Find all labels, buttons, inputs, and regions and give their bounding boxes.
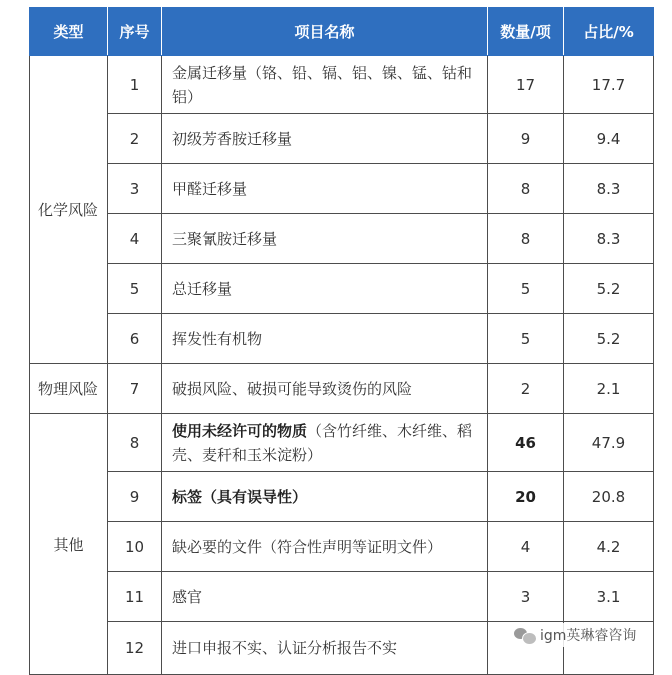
header-type: 类型 xyxy=(30,8,108,56)
row-name-text: 感官 xyxy=(172,587,203,606)
row-qty xyxy=(488,264,564,314)
table-row xyxy=(30,522,654,572)
row-qty-value: 4 xyxy=(520,537,531,556)
row-name xyxy=(162,472,488,522)
row-qty-value: 5 xyxy=(520,279,531,298)
row-pct: 3.1 xyxy=(564,572,654,622)
row-no: 12 xyxy=(108,622,162,675)
row-no: 1 xyxy=(108,56,162,114)
row-name xyxy=(162,264,488,314)
table-row xyxy=(30,472,654,522)
row-name xyxy=(162,164,488,214)
row-no: 11 xyxy=(108,572,162,622)
row-pct: 20.8 xyxy=(564,472,654,522)
header-name: 项目名称 xyxy=(162,8,488,56)
row-name xyxy=(162,572,488,622)
row-qty-value: 8 xyxy=(520,229,531,248)
row-name-text: （含竹纤维、木纤维、稻壳、麦秆和玉米淀粉） xyxy=(172,421,473,464)
row-no: 2 xyxy=(108,114,162,164)
row-name-bold: 标签（具有误导性） xyxy=(172,487,308,506)
row-name-text: 总迁移量 xyxy=(172,279,233,298)
table-row xyxy=(30,314,654,364)
table-row xyxy=(30,572,654,622)
row-pct: 5.2 xyxy=(564,314,654,364)
row-name-text: 金属迁移量（铬、铅、镉、铝、镍、锰、钴和铝） xyxy=(172,63,473,106)
row-name-text: 缺必要的文件（符合性声明等证明文件） xyxy=(172,537,443,556)
row-no: 9 xyxy=(108,472,162,522)
row-qty xyxy=(488,414,564,472)
row-name-text: 三聚氰胺迁移量 xyxy=(172,229,278,248)
row-pct: 5.2 xyxy=(564,264,654,314)
risk-table-container xyxy=(29,7,653,661)
row-qty-value: 5 xyxy=(520,329,531,348)
row-qty xyxy=(488,572,564,622)
risk-table xyxy=(29,7,654,675)
row-name-text: 甲醛迁移量 xyxy=(172,179,248,198)
row-qty-value: 2 xyxy=(520,379,531,398)
table-row xyxy=(30,114,654,164)
row-qty xyxy=(488,164,564,214)
group-other: 其他 xyxy=(30,414,108,675)
row-qty-value: 8 xyxy=(520,179,531,198)
table-row xyxy=(30,364,654,414)
row-qty xyxy=(488,314,564,364)
row-qty xyxy=(488,472,564,522)
row-name xyxy=(162,114,488,164)
row-no: 6 xyxy=(108,314,162,364)
header-qty: 数量/项 xyxy=(488,8,564,56)
row-qty-value: 20 xyxy=(515,487,536,506)
row-qty-value: 17 xyxy=(515,75,536,94)
row-name-text: 挥发性有机物 xyxy=(172,329,263,348)
row-no: 10 xyxy=(108,522,162,572)
row-name xyxy=(162,56,488,114)
wechat-icon xyxy=(514,626,536,644)
row-no: 4 xyxy=(108,214,162,264)
row-name-bold: 使用未经许可的物质 xyxy=(172,421,308,440)
row-pct: 2.1 xyxy=(564,364,654,414)
row-name xyxy=(162,414,488,472)
table-row xyxy=(30,414,654,472)
table-row xyxy=(30,164,654,214)
row-no: 7 xyxy=(108,364,162,414)
row-pct: 9.4 xyxy=(564,114,654,164)
row-name-text: 初级芳香胺迁移量 xyxy=(172,129,293,148)
row-name xyxy=(162,364,488,414)
table-row xyxy=(30,214,654,264)
header-row xyxy=(30,8,654,56)
row-pct: 4.2 xyxy=(564,522,654,572)
row-pct: 8.3 xyxy=(564,214,654,264)
row-name xyxy=(162,214,488,264)
row-qty xyxy=(488,114,564,164)
row-name xyxy=(162,314,488,364)
watermark xyxy=(512,623,638,647)
header-pct: 占比/% xyxy=(564,8,654,56)
table-row xyxy=(30,56,654,114)
row-qty xyxy=(488,522,564,572)
row-no: 3 xyxy=(108,164,162,214)
header-no: 序号 xyxy=(108,8,162,56)
row-pct: 8.3 xyxy=(564,164,654,214)
row-no: 5 xyxy=(108,264,162,314)
row-qty-value: 3 xyxy=(520,587,531,606)
row-qty-value: 9 xyxy=(520,129,531,148)
row-name xyxy=(162,522,488,572)
watermark-text: igm英琳睿咨询 xyxy=(540,628,637,644)
row-qty xyxy=(488,364,564,414)
group-chemical: 化学风险 xyxy=(30,56,108,364)
row-pct: 17.7 xyxy=(564,56,654,114)
row-name-text: 破损风险、破损可能导致烫伤的风险 xyxy=(172,379,413,398)
row-qty xyxy=(488,56,564,114)
row-name-text: 进口申报不实、认证分析报告不实 xyxy=(172,639,398,657)
row-qty-value: 46 xyxy=(515,433,536,452)
table-row xyxy=(30,264,654,314)
group-physical: 物理风险 xyxy=(30,364,108,414)
row-no: 8 xyxy=(108,414,162,472)
row-qty xyxy=(488,214,564,264)
row-pct: 47.9 xyxy=(564,414,654,472)
